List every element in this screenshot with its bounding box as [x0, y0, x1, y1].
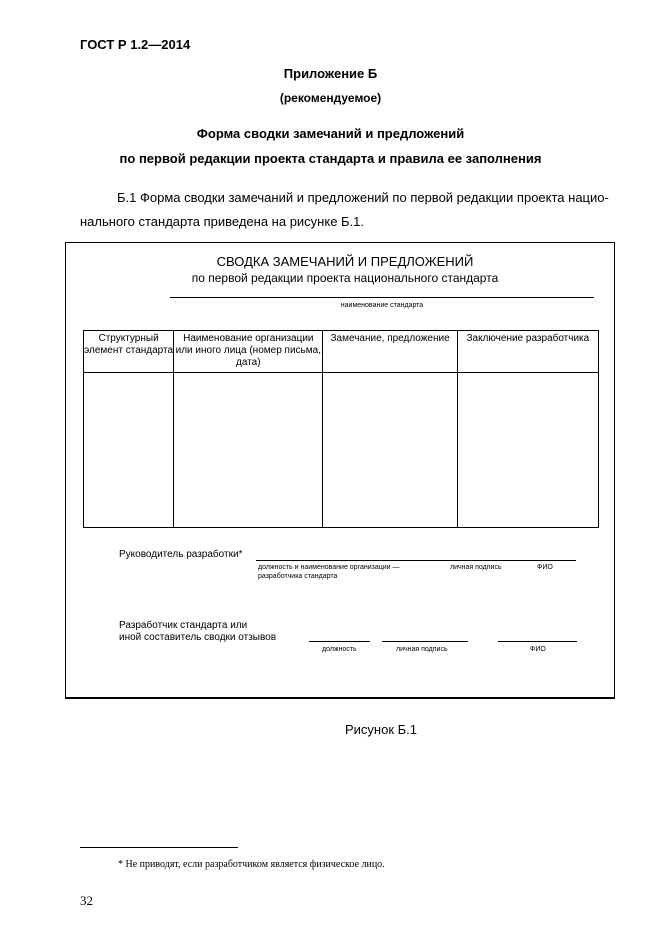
intro-paragraph [80, 186, 626, 234]
col-header-remark: Замечание, предложение [323, 331, 457, 373]
intro-paragraph-line2: нального стандарта приведена на рисунке Б.1. [80, 214, 365, 229]
form-title: СВОДКА ЗАМЕЧАНИЙ И ПРЕДЛОЖЕНИЙ [216, 254, 474, 269]
col-header-conclusion: Заключение разработчика [457, 331, 598, 373]
col-header-structural-element: Структурный элемент стандарта [84, 331, 174, 373]
appendix-title: Приложение Б [283, 66, 378, 81]
head-position-caption-line2: разработчика стандарта [258, 573, 338, 580]
head-position-caption [258, 563, 400, 581]
head-name-caption: ФИО [537, 564, 553, 571]
developer-name-line [498, 641, 577, 642]
standard-name-line [170, 297, 594, 298]
developer-name-caption: ФИО [530, 646, 546, 653]
head-signature-line [256, 560, 576, 561]
developer-position-caption: должность [322, 646, 357, 653]
standard-name-caption: наименование стандарта [340, 302, 424, 309]
figure-caption: Рисунок Б.1 [345, 722, 418, 737]
table-cell [174, 373, 323, 528]
intro-paragraph-line1: Б.1 Форма сводки замечаний и предложений по первой редакции проекта нацио- [117, 190, 609, 205]
developer-label [119, 620, 276, 644]
table-cell [457, 373, 598, 528]
document-code: ГОСТ Р 1.2—2014 [80, 37, 191, 52]
developer-position-line [309, 641, 370, 642]
col-header-organization: Наименование организации или иного лица (номер письма, дата) [174, 331, 323, 373]
page-number: 32 [80, 893, 93, 908]
developer-label-line1: Разработчик стандарта или [119, 620, 248, 631]
head-position-caption-line1: должность и наименование организации — [258, 564, 400, 571]
appendix-heading-line1: Форма сводки замечаний и предложений [196, 126, 465, 141]
footnote-rule [80, 847, 238, 848]
developer-label-line2: иной составитель сводки отзывов [119, 632, 277, 643]
table-header-row [84, 331, 599, 373]
head-signature-caption: личная подпись [450, 564, 502, 571]
table-cell [84, 373, 174, 528]
appendix-status: (рекомендуемое) [279, 91, 382, 105]
footnote: * Не приводят, если разработчиком является физическое лицо. [118, 859, 385, 870]
remarks-table [83, 330, 599, 528]
table-row [84, 373, 599, 528]
developer-signature-line [382, 641, 468, 642]
developer-signature-caption: личная подпись [396, 646, 448, 653]
head-of-development-label: Руководитель разработки* [119, 549, 243, 560]
appendix-heading-line2: по первой редакции проекта стандарта и правила ее заполнения [119, 151, 542, 166]
form-subtitle: по первой редакции проекта национального стандарта [191, 271, 499, 285]
table-cell [323, 373, 457, 528]
